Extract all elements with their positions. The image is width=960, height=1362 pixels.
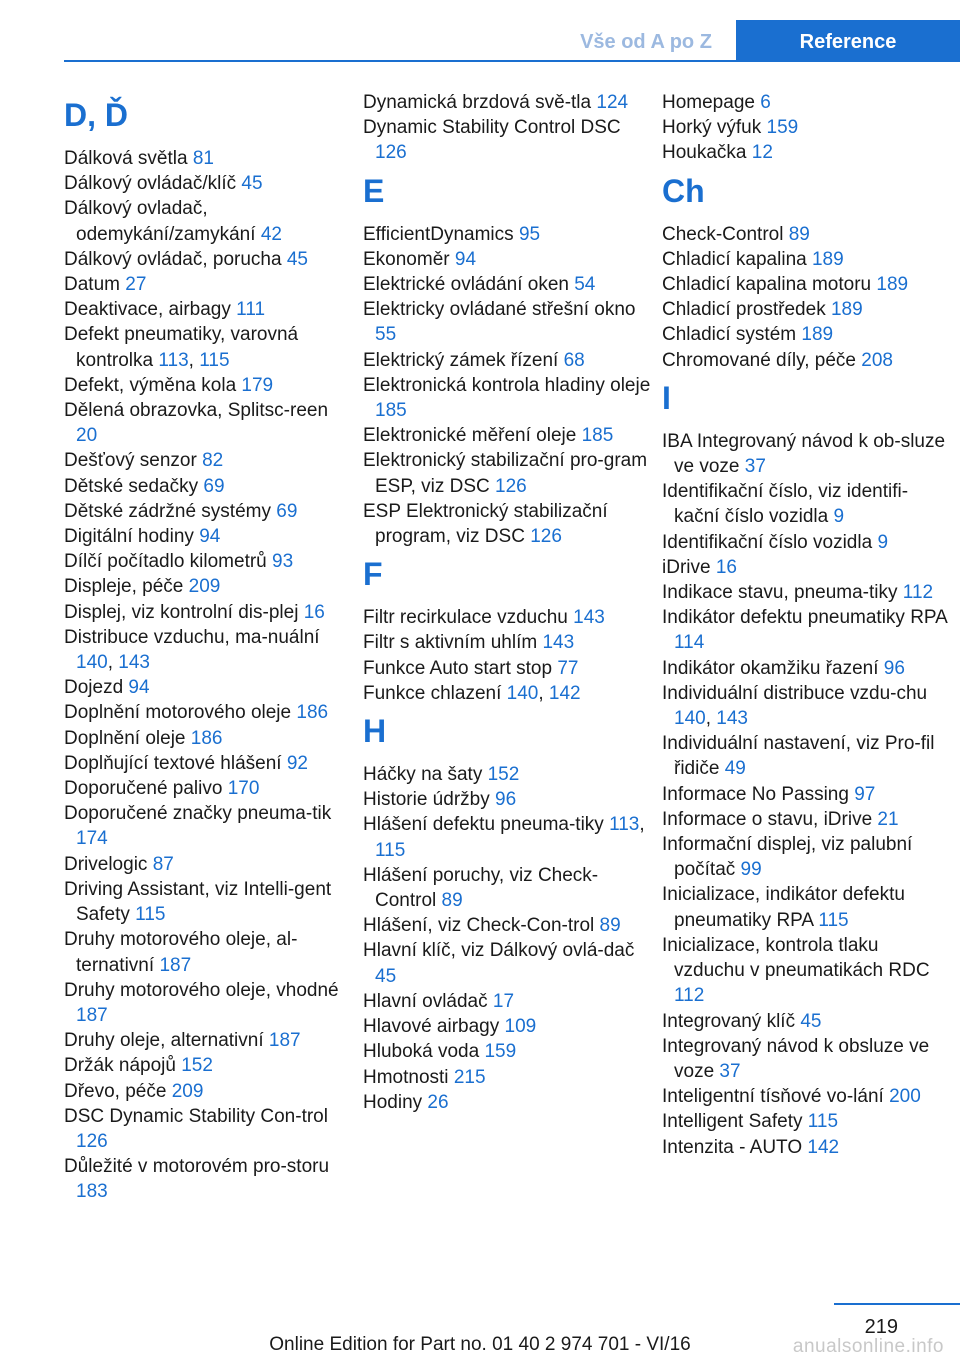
- entry-term: Dynamická brzdová svě‐tla: [363, 92, 597, 113]
- entry-term: Driving Assistant, viz Intelli‐gent Safety: [64, 878, 332, 926]
- index-entry: [363, 348, 653, 373]
- index-entry: [64, 675, 354, 700]
- entry-term: Informace No Passing: [662, 783, 855, 805]
- index-entry: [64, 1079, 354, 1104]
- entry-term: Dílčí počítadlo kilometrů: [64, 551, 273, 573]
- page-link[interactable]: 115: [807, 1111, 839, 1133]
- page-link[interactable]: 185: [581, 425, 614, 447]
- header-divider: [64, 60, 960, 62]
- entry-term: Intelligent Safety: [662, 1111, 808, 1133]
- page-link[interactable]: 183: [76, 1181, 108, 1203]
- entry-term: Informace o stavu, iDrive: [662, 808, 878, 830]
- index-entry: [363, 787, 653, 812]
- index-entry: [363, 1039, 653, 1064]
- index-entry: [64, 600, 354, 625]
- page-link[interactable]: 21: [877, 808, 899, 830]
- entry-term: Hlavové airbagy: [363, 1016, 505, 1038]
- entry-term: Hmotnosti: [363, 1066, 454, 1088]
- tab-reference[interactable]: Reference: [736, 20, 960, 60]
- page-link[interactable]: 142: [548, 682, 581, 704]
- index-entry: [662, 429, 952, 479]
- page-link[interactable]: 113: [158, 349, 189, 371]
- index-entry: [64, 448, 354, 473]
- page-link[interactable]: 94: [199, 526, 221, 548]
- entry-term: Digitální hodiny: [64, 526, 200, 548]
- entry-term: Elektronický stabilizační pro‐gram ESP, viz DSC: [363, 450, 648, 497]
- entry-term: Homepage: [662, 92, 761, 113]
- page-link[interactable]: 12: [751, 142, 773, 164]
- section-letter: I: [662, 379, 671, 416]
- index-entry: [64, 499, 354, 524]
- page-link[interactable]: 189: [876, 274, 909, 296]
- page-link[interactable]: 89: [599, 915, 621, 937]
- page-link[interactable]: 69: [203, 475, 225, 497]
- entry-term: Inicializace, indikátor defektu pneumatiky RPA: [662, 884, 905, 931]
- page-link[interactable]: 209: [171, 1080, 204, 1102]
- entry-term: Hlášení poruchy, viz Check-Control: [363, 864, 599, 912]
- index-entry: [662, 832, 952, 882]
- index-entry: [64, 549, 354, 574]
- entry-term: Datum: [64, 274, 126, 296]
- entry-term: Hlavní klíč, viz Dálkový ovlá‐dač: [363, 940, 635, 962]
- page-link[interactable]: 112: [674, 985, 705, 1007]
- entry-term: Elektrický zámek řízení: [363, 349, 564, 371]
- index-entry: [363, 913, 653, 938]
- index-entry: [662, 530, 952, 555]
- entry-term: ESP Elektronický stabilizační program, viz DSC: [363, 500, 608, 548]
- index-entry: [64, 801, 354, 851]
- index-entry: [64, 1154, 354, 1204]
- index-entry: [662, 782, 952, 807]
- page-link[interactable]: 9: [833, 506, 845, 528]
- index-entry: [662, 605, 952, 655]
- page-link[interactable]: 143: [542, 632, 575, 654]
- index-entry: [64, 398, 354, 448]
- index-entry: [662, 580, 952, 605]
- entry-term: Dálkový ovládač/klíč: [64, 173, 242, 195]
- index-entry: [662, 1034, 952, 1084]
- page-separator: ,: [639, 814, 645, 836]
- page-link[interactable]: 45: [241, 173, 263, 195]
- entry-term: Elektricky ovládané střešní okno: [363, 299, 636, 321]
- page-link[interactable]: 113: [609, 814, 640, 836]
- page-link[interactable]: 93: [272, 551, 294, 573]
- page-link[interactable]: 49: [724, 758, 746, 780]
- page-link[interactable]: 26: [427, 1091, 449, 1113]
- page-link[interactable]: 189: [811, 248, 844, 270]
- index-entry: [662, 348, 952, 373]
- index-entry: [64, 877, 354, 927]
- entry-term: Identifikační číslo vozidla: [662, 531, 878, 553]
- index-entry: [64, 272, 354, 297]
- index-entry: [64, 927, 354, 977]
- footer-divider: [834, 1303, 960, 1305]
- page-link[interactable]: 82: [202, 450, 224, 472]
- entry-term: Háčky na šaty: [363, 764, 488, 786]
- entry-term: Chromované díly, péče: [662, 349, 862, 371]
- entry-term: Ekonoměr: [363, 248, 455, 270]
- index-entry: [363, 423, 653, 448]
- page-link[interactable]: 54: [574, 274, 596, 296]
- page-link[interactable]: 9: [877, 531, 889, 553]
- page-header: [0, 0, 960, 62]
- entry-term: Hodiny: [363, 1091, 428, 1113]
- index-entry: [662, 115, 952, 140]
- page-link[interactable]: 99: [740, 859, 762, 881]
- index-entry: [363, 605, 653, 630]
- index-entry: [64, 700, 354, 725]
- entry-term: Elektronická kontrola hladiny oleje: [363, 374, 651, 396]
- index-entry: [662, 1135, 952, 1160]
- index-entry: [64, 978, 354, 1028]
- page-link[interactable]: 152: [181, 1055, 213, 1077]
- entry-term: Dálkový ovladač, odemykání/zamykání: [64, 198, 261, 245]
- entry-term: Inicializace, kontrola tlaku vzduchu v pneumatikách RDC: [662, 934, 930, 982]
- page-link[interactable]: 37: [719, 1060, 741, 1082]
- index-entry: [662, 933, 952, 1009]
- page-link[interactable]: 20: [76, 425, 98, 447]
- entry-term: Horký výfuk: [662, 117, 767, 139]
- entry-term: Houkačka: [662, 142, 752, 164]
- index-entry: [662, 882, 952, 932]
- entry-term: Integrovaný klíč: [662, 1010, 801, 1032]
- entry-term: Check-Control: [662, 223, 789, 245]
- index-entry: [363, 90, 653, 115]
- entry-term: Dětské sedačky: [64, 475, 204, 497]
- index-entry: [64, 776, 354, 801]
- entry-term: Hlášení defektu pneuma‐tiky: [363, 814, 610, 836]
- entry-term: Chladicí kapalina motoru: [662, 274, 877, 296]
- index-entry: [363, 681, 653, 706]
- index-entry: [64, 1053, 354, 1078]
- index-entry: [662, 731, 952, 781]
- page-link[interactable]: 77: [557, 657, 579, 679]
- edition-note: Online Edition for Part no. 01 40 2 974 701 - VI/16: [269, 1334, 691, 1355]
- index-entry: [662, 1009, 952, 1034]
- page-link[interactable]: 92: [286, 752, 308, 774]
- entry-term: Hluboká voda: [363, 1041, 485, 1063]
- section-letter: H: [363, 713, 387, 750]
- page-separator: ,: [188, 349, 200, 371]
- page-link[interactable]: 200: [889, 1086, 921, 1108]
- index-entry: [662, 322, 952, 347]
- page-link[interactable]: 115: [135, 904, 166, 926]
- page-link[interactable]: 170: [227, 778, 260, 800]
- section-letter: Ch: [662, 172, 705, 209]
- index-entry: [662, 90, 952, 115]
- page-link[interactable]: 115: [375, 839, 406, 861]
- index-entry: [662, 1109, 952, 1134]
- page-link[interactable]: 16: [303, 601, 325, 623]
- page-link[interactable]: 55: [375, 324, 397, 346]
- entry-term: Informační displej, viz palubní počítač: [662, 834, 913, 881]
- page-link[interactable]: 126: [76, 1130, 108, 1152]
- entry-term: DSC Dynamic Stability Con‐trol: [64, 1105, 328, 1127]
- page-link[interactable]: 185: [375, 400, 407, 422]
- index-entry: [363, 247, 653, 272]
- entry-term: Deaktivace, airbagy: [64, 299, 237, 321]
- index-entry: [64, 146, 354, 171]
- watermark: anualsonline.info: [792, 1336, 944, 1357]
- page-link[interactable]: 143: [118, 652, 150, 674]
- page-link[interactable]: 94: [128, 677, 150, 699]
- index-entry: [64, 474, 354, 499]
- page-link[interactable]: 152: [487, 764, 520, 786]
- page-link[interactable]: 142: [807, 1136, 840, 1158]
- entry-term: Elektronické měření oleje: [363, 425, 582, 447]
- page-link[interactable]: 42: [260, 223, 282, 245]
- index-entry: [64, 1028, 354, 1053]
- entry-term: Displej, viz kontrolní dis‐plej: [64, 601, 304, 623]
- entry-term: Filtr s aktivním uhlím: [363, 632, 543, 654]
- entry-term: Důležité v motorovém pro‐storu: [64, 1156, 330, 1178]
- page-link[interactable]: 189: [830, 299, 863, 321]
- entry-term: Displeje, péče: [64, 576, 189, 598]
- index-entry: [64, 751, 354, 776]
- index-entry: [363, 656, 653, 681]
- page-link[interactable]: 143: [573, 607, 605, 629]
- index-entry: [64, 196, 354, 246]
- entry-term: Doporučené palivo: [64, 778, 228, 800]
- index-entry: [363, 373, 653, 423]
- page-link[interactable]: 89: [441, 890, 463, 912]
- index-entry: [363, 762, 653, 787]
- page-link[interactable]: 27: [125, 274, 147, 296]
- page-link[interactable]: 69: [276, 500, 298, 522]
- entry-term: Indikace stavu, pneuma‐tiky: [662, 582, 903, 604]
- page-link[interactable]: 174: [76, 828, 108, 850]
- index-entry: [662, 222, 952, 247]
- entry-term: Integrovaný návod k obsluze ve voze: [662, 1035, 930, 1082]
- index-entry: [662, 555, 952, 580]
- index-entry: [363, 1014, 653, 1039]
- entry-term: Chladicí kapalina: [662, 248, 812, 270]
- index-entry: [662, 272, 952, 297]
- page-link[interactable]: 45: [375, 965, 397, 987]
- index-entry: [363, 297, 653, 347]
- entry-term: Intenzita - AUTO: [662, 1136, 808, 1158]
- entry-term: Identifikační číslo, viz identifi‐kační číslo vozidla: [662, 481, 909, 528]
- index-entry: [363, 115, 653, 165]
- entry-term: Inteligentní tísňové vo‐lání: [662, 1086, 890, 1108]
- entry-term: Hlavní ovládač: [363, 990, 493, 1012]
- page-link[interactable]: 81: [192, 148, 214, 169]
- index-entry: [662, 681, 952, 731]
- page-link[interactable]: 96: [883, 657, 905, 679]
- entry-term: Filtr recirkulace vzduchu: [363, 607, 574, 629]
- section-letter: E: [363, 172, 385, 209]
- page-link[interactable]: 179: [241, 374, 274, 396]
- entry-term: Defekt, výměna kola: [64, 374, 242, 396]
- entry-term: Distribuce vzduchu, ma‐nuální: [64, 626, 320, 648]
- page-link[interactable]: 140: [674, 708, 706, 730]
- page-link[interactable]: 124: [596, 92, 629, 113]
- entry-term: Doplňující textové hlášení: [64, 752, 287, 774]
- index-entry: [363, 812, 653, 862]
- index-entry: [64, 524, 354, 549]
- entry-term: EfficientDynamics: [363, 223, 519, 245]
- index-entry: [363, 938, 653, 988]
- page-link[interactable]: 209: [188, 576, 221, 598]
- page-link[interactable]: 140: [76, 652, 108, 674]
- index-entry: [662, 247, 952, 272]
- entry-term: Individuální nastavení, viz Pro‐fil řidiče: [662, 733, 935, 780]
- index-entry: [662, 140, 952, 165]
- page-separator: ,: [538, 682, 549, 704]
- index-entry: [64, 1104, 354, 1154]
- page-link[interactable]: 186: [190, 727, 223, 749]
- index-entry: [363, 630, 653, 655]
- page-separator: ,: [705, 708, 717, 730]
- page-link[interactable]: 37: [744, 456, 766, 478]
- entry-term: Dřevo, péče: [64, 1080, 172, 1102]
- page-link[interactable]: 97: [854, 783, 876, 805]
- entry-term: Dálková světla: [64, 148, 193, 169]
- entry-term: Individuální distribuce vzdu‐chu: [662, 682, 928, 704]
- index-entry: [64, 574, 354, 599]
- page-link[interactable]: 115: [199, 349, 230, 371]
- page-link[interactable]: 143: [716, 708, 748, 730]
- page-link[interactable]: 187: [76, 1004, 108, 1026]
- index-entry: [64, 247, 354, 272]
- page-link[interactable]: 16: [715, 556, 737, 578]
- index-entry: [363, 1090, 653, 1115]
- entry-term: Dělená obrazovka, Splitsc‐reen: [64, 400, 329, 422]
- entry-term: Držák nápojů: [64, 1055, 182, 1077]
- page-link[interactable]: 89: [788, 223, 810, 245]
- index-entry: [64, 297, 354, 322]
- index-entry: [662, 807, 952, 832]
- section-letter: F: [363, 556, 383, 593]
- page-link[interactable]: 45: [800, 1010, 822, 1032]
- section-letter: D, Ď: [64, 97, 128, 133]
- page-link[interactable]: 126: [495, 475, 527, 497]
- index-entry: [662, 297, 952, 322]
- page-link[interactable]: 126: [530, 526, 562, 548]
- entry-term: Funkce Auto start stop: [363, 657, 558, 679]
- page-separator: ,: [107, 652, 119, 674]
- page-link[interactable]: 87: [152, 853, 174, 875]
- page-number: 219: [864, 1316, 898, 1338]
- index-entry: [64, 171, 354, 196]
- index-entry: [363, 863, 653, 913]
- entry-term: Dojezd: [64, 677, 129, 699]
- index-entry: [662, 1084, 952, 1109]
- entry-term: Elektrické ovládání oken: [363, 274, 575, 296]
- page-link[interactable]: 68: [563, 349, 585, 371]
- entry-term: Dynamic Stability Control DSC: [363, 117, 621, 139]
- entry-term: Historie údržby: [363, 789, 495, 811]
- entry-term: Dešťový senzor: [64, 450, 203, 472]
- page-link[interactable]: 6: [760, 92, 771, 113]
- entry-term: Druhy oleje, alternativní: [64, 1030, 269, 1052]
- entry-term: Chladicí systém: [662, 324, 802, 346]
- index-entry: [363, 222, 653, 247]
- index-entry: [64, 322, 354, 372]
- page-link[interactable]: 215: [453, 1066, 486, 1088]
- index-entry: [64, 373, 354, 398]
- index-entry: [363, 499, 653, 549]
- index-entry: [363, 1065, 653, 1090]
- tab-a-to-z[interactable]: Vše od A po Z: [580, 31, 712, 53]
- index-entry: [363, 272, 653, 297]
- page-link[interactable]: 17: [492, 990, 515, 1012]
- page-link[interactable]: 159: [766, 117, 799, 139]
- entry-term: Druhy motorového oleje, vhodné: [64, 979, 339, 1001]
- index-entry: [363, 448, 653, 498]
- index-entry: [64, 852, 354, 877]
- entry-term: Doplnění motorového oleje: [64, 702, 297, 724]
- entry-term: Doporučené značky pneuma‐tik: [64, 803, 332, 825]
- index-entry: [662, 479, 952, 529]
- index-column-1: [64, 90, 354, 1205]
- index-entry: [64, 726, 354, 751]
- index-entry: [363, 989, 653, 1014]
- index-entry: [64, 625, 354, 675]
- entry-term: iDrive: [662, 556, 716, 578]
- entry-term: Indikátor okamžiku řazení: [662, 657, 884, 679]
- entry-term: Hlášení, viz Check-Con‐trol: [363, 915, 600, 937]
- entry-term: Drivelogic: [64, 853, 153, 875]
- page-link[interactable]: 187: [159, 954, 192, 976]
- page-link[interactable]: 114: [674, 632, 705, 654]
- page-link[interactable]: 112: [902, 582, 934, 604]
- page-link[interactable]: 186: [296, 702, 329, 724]
- page-link[interactable]: 109: [504, 1016, 537, 1038]
- entry-term: Indikátor defektu pneumatiky RPA: [662, 607, 947, 629]
- index-entry: [662, 656, 952, 681]
- entry-term: Doplnění oleje: [64, 727, 191, 749]
- page-link[interactable]: 208: [861, 349, 893, 371]
- page-link[interactable]: 94: [454, 248, 477, 270]
- page-link[interactable]: 45: [286, 248, 308, 270]
- index-column-2: [363, 90, 653, 1115]
- entry-term: Defekt pneumatiky, varovná kontrolka: [64, 324, 299, 371]
- page-link[interactable]: 140: [506, 682, 539, 704]
- index-column-3: [662, 90, 952, 1160]
- page-link[interactable]: 187: [268, 1030, 301, 1052]
- entry-term: Dálkový ovládač, porucha: [64, 248, 287, 270]
- entry-term: Druhy motorového oleje, al‐ternativní: [64, 929, 298, 976]
- entry-term: Dětské zádržné systémy: [64, 500, 277, 522]
- entry-term: Chladicí prostředek: [662, 299, 831, 321]
- entry-term: Funkce chlazení: [363, 682, 507, 704]
- page-link[interactable]: 159: [484, 1041, 517, 1063]
- page-link[interactable]: 96: [495, 789, 517, 811]
- page-link[interactable]: 126: [375, 142, 407, 164]
- page-link[interactable]: 189: [801, 324, 834, 346]
- page-link[interactable]: 95: [518, 223, 541, 245]
- page-link[interactable]: 111: [236, 299, 266, 321]
- page-link[interactable]: 115: [818, 909, 849, 931]
- entry-term: IBA Integrovaný návod k ob‐sluze ve voze: [662, 430, 946, 478]
